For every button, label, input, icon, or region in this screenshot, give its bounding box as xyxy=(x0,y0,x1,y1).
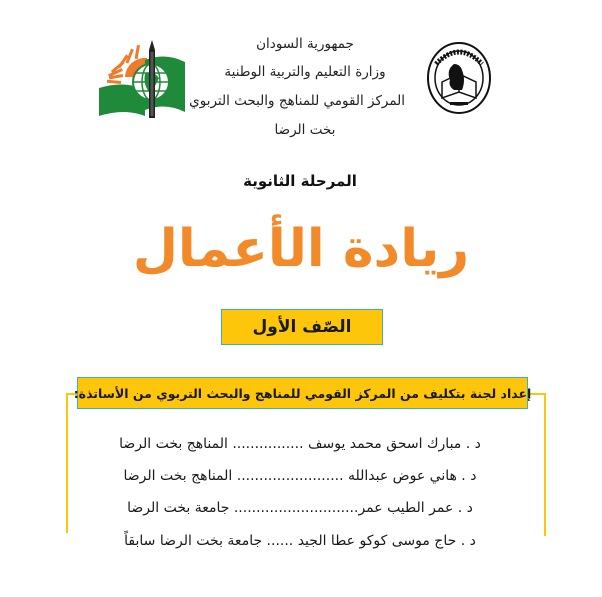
author-line: د . عمر الطيب عمر............................ جامعة بخت الرضا xyxy=(127,500,473,516)
frame-line-left xyxy=(66,393,68,533)
ministry-logo-icon xyxy=(95,32,187,120)
ministry-name: وزارة التعليم والتربية الوطنية xyxy=(224,64,386,80)
committee-heading-box xyxy=(73,377,532,409)
author-line: د . هاني عوض عبدالله ........................ المناهج بخت الرضا xyxy=(123,468,477,484)
grade-label-box xyxy=(221,309,383,345)
center-location: بخت الرضا xyxy=(274,122,336,138)
author-line: د . حاج موسى كوكو عطا الجيد ...... جامعة بخت الرضا سابقاً xyxy=(124,533,476,549)
grade-label: الصّف الأول xyxy=(252,317,352,337)
committee-heading: إعداد لجنة بتكليف من المركز القومي للمناهج والبحث التربوي من الأساتذة: xyxy=(73,385,532,401)
center-name: المركز القومي للمناهج والبحث التربوي xyxy=(189,93,405,109)
frame-line-right xyxy=(544,393,546,536)
book-title: ريادة الأعمال xyxy=(132,219,470,279)
education-stage: المرحلة الثانوية xyxy=(243,172,357,190)
curriculum-center-seal-icon xyxy=(426,40,492,116)
author-line: د . مبارك اسحق محمد يوسف ................ المناهج بخت الرضا xyxy=(119,436,481,452)
country-name: جمهورية السودان xyxy=(256,36,354,52)
